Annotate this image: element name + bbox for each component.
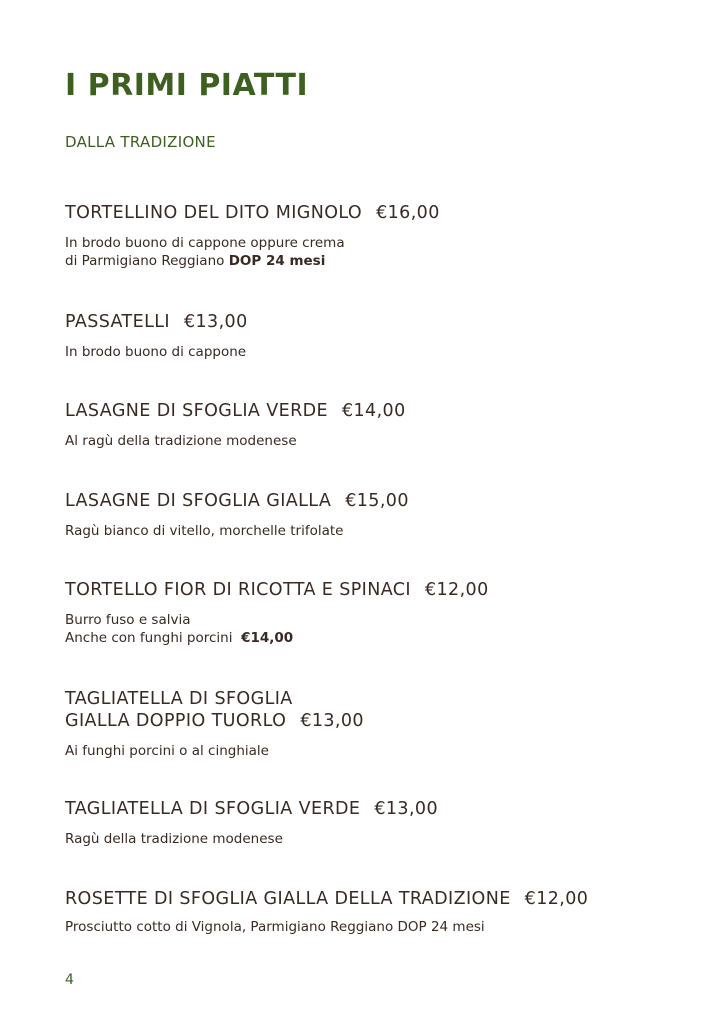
- description-line: [65, 252, 685, 270]
- dish-description: [65, 522, 685, 540]
- dish-name: PASSATELLI: [65, 312, 170, 332]
- dish-description: [65, 343, 685, 361]
- description-line: In brodo buono di cappone: [65, 344, 247, 360]
- description-line: Ragù bianco di vitello, morchelle trifolate: [65, 523, 344, 539]
- dish-price: €13,00: [183, 312, 248, 332]
- dish-heading: [65, 710, 685, 732]
- dish-price: €16,00: [376, 203, 440, 223]
- menu-item-passatelli: [65, 311, 685, 361]
- dish-price: €13,00: [374, 799, 438, 819]
- dish-name: TORTELLINO DEL DITO MIGNOLO: [65, 203, 363, 223]
- description-line: In brodo buono di cappone oppure crema: [65, 235, 345, 251]
- menu-item-lasagne-verde: [65, 400, 685, 450]
- dish-price: €12,00: [424, 580, 489, 600]
- dish-price: €14,00: [341, 401, 406, 421]
- dish-name: ROSETTE DI SFOGLIA GIALLA DELLA TRADIZIONE: [65, 889, 511, 909]
- dish-description: [65, 432, 685, 450]
- dish-heading: [65, 798, 685, 820]
- description-line: Ragù della tradizione modenese: [65, 831, 283, 847]
- dish-heading: [65, 202, 685, 224]
- dish-description: [65, 742, 685, 760]
- menu-item-rosette: [65, 888, 685, 936]
- dish-heading: [65, 400, 685, 422]
- dish-heading: [65, 579, 685, 601]
- page-number: 4: [65, 972, 74, 988]
- dish-name-line: TAGLIATELLA DI SFOGLIA: [65, 689, 293, 709]
- menu-item-tortello: [65, 579, 685, 647]
- description-text: Anche con funghi porcini: [65, 630, 233, 646]
- description-line: Ai funghi porcini o al cinghiale: [65, 743, 269, 759]
- description-text: di Parmigiano Reggiano: [65, 253, 225, 269]
- dish-name: LASAGNE DI SFOGLIA VERDE: [65, 401, 328, 421]
- dish-description: [65, 918, 685, 936]
- menu-item-lasagne-gialla: [65, 490, 685, 540]
- description-line: Burro fuso e salvia: [65, 612, 191, 628]
- dish-name: LASAGNE DI SFOGLIA GIALLA: [65, 491, 332, 511]
- dish-price: €12,00: [524, 889, 589, 909]
- dish-heading: [65, 688, 685, 710]
- description-line: Al ragù della tradizione modenese: [65, 433, 297, 449]
- description-line: Prosciutto cotto di Vignola, Parmigiano Reggiano DOP 24 mesi: [65, 919, 485, 935]
- description-highlight: €14,00: [241, 630, 294, 646]
- dish-heading: [65, 490, 685, 512]
- description-highlight: DOP 24 mesi: [228, 253, 326, 269]
- dish-heading: [65, 311, 685, 333]
- dish-description: [65, 830, 685, 848]
- menu-item-tagliatella-verde: [65, 798, 685, 848]
- dish-description: [65, 611, 685, 647]
- menu-item-tortellino: [65, 202, 685, 270]
- dish-heading: [65, 888, 685, 910]
- dish-name-line: GIALLA DOPPIO TUORLO: [65, 711, 287, 731]
- section-subtitle: DALLA TRADIZIONE: [65, 133, 216, 151]
- menu-item-tagliatella-gialla: [65, 688, 685, 760]
- dish-price: €15,00: [345, 491, 409, 511]
- page-title: I PRIMI PIATTI: [65, 68, 309, 103]
- dish-price: €13,00: [300, 711, 364, 731]
- dish-description: [65, 234, 685, 270]
- dish-name: TAGLIATELLA DI SFOGLIA VERDE: [65, 799, 361, 819]
- description-line: [65, 629, 685, 647]
- dish-name: TORTELLO FIOR DI RICOTTA E SPINACI: [65, 580, 411, 600]
